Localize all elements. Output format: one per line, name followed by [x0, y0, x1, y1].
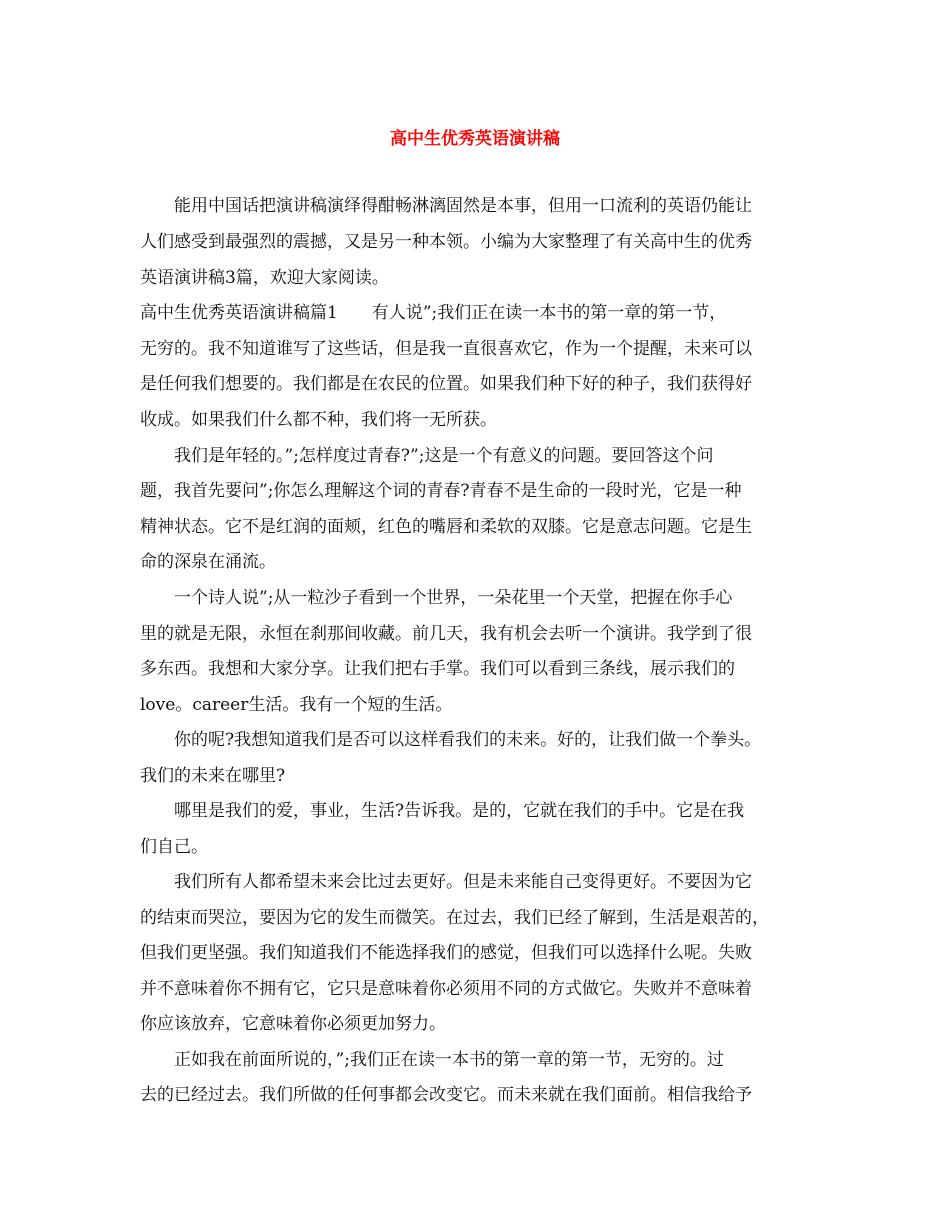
body-line: 多东西。我想和大家分享。让我们把右手掌。我们可以看到三条线，展示我们的 — [140, 659, 735, 679]
body-line: 正如我在前面所说的，”;我们正在读一本书的第一章的第一节，无穷的。过 — [140, 1050, 724, 1070]
body-line: 一个诗人说”;从一粒沙子看到一个世界，一朵花里一个天堂，把握在你手心 — [140, 588, 733, 608]
body-line: 我们所有人都希望未来会比过去更好。但是未来能自己变得更好。不要因为它 — [140, 872, 752, 892]
body-line: 精神状态。它不是红润的面颊，红色的嘴唇和柔软的双膝。它是意志问题。它是生 — [140, 517, 752, 537]
body-line: 你应该放弃，它意味着你必须更加努力。 — [140, 1014, 446, 1034]
body-line: 的结束而哭泣，要因为它的发生而微笑。在过去，我们已经了解到，生活是艰苦的， — [140, 908, 769, 928]
body-line: 人们感受到最强烈的震撼，又是另一种本领。小编为大家整理了有关高中生的优秀 — [140, 232, 752, 252]
body-line: 无穷的。我不知道谁写了这些话，但是我一直很喜欢它，作为一个提醒，未来可以 — [140, 339, 752, 359]
body-line: 去的已经过去。我们所做的任何事都会改变它。而未来就在我们面前。相信我给予 — [140, 1085, 752, 1105]
body-line: 但我们更坚强。我们知道我们不能选择我们的感觉，但我们可以选择什么呢。失败 — [140, 943, 752, 963]
body-line: 我们的未来在哪里? — [140, 766, 286, 786]
body-line: 你的呢?我想知道我们是否可以这样看我们的未来。好的，让我们做一个拳头。 — [140, 730, 762, 750]
body-line: love。career生活。我有一个短的生活。 — [140, 695, 453, 715]
body-line: 高中生优秀英语演讲稿篇1 有人说”;我们正在读一本书的第一章的第一节， — [140, 303, 727, 323]
body-line: 收成。如果我们什么都不种，我们将一无所获。 — [140, 410, 497, 430]
body-line: 我们是年轻的。”;怎样度过青春?”;这是一个有意义的问题。要回答这个问 — [140, 446, 714, 466]
body-line: 题，我首先要问”;你怎么理解这个词的青春?青春不是生命的一段时光，它是一种 — [140, 481, 742, 501]
page-title: 高中生优秀英语演讲稿 — [390, 129, 560, 149]
body-line: 并不意味着你不拥有它，它只是意味着你必须用不同的方式做它。失败并不意味着 — [140, 979, 752, 999]
body-line: 哪里是我们的爱，事业，生活?告诉我。是的，它就在我们的手中。它是在我 — [140, 801, 745, 821]
body-line: 们自己。 — [140, 837, 208, 857]
body-line: 英语演讲稿3篇，欢迎大家阅读。 — [140, 268, 389, 288]
body-line: 命的深泉在涌流。 — [140, 552, 276, 572]
body-line: 是任何我们想要的。我们都是在农民的位置。如果我们种下好的种子，我们获得好 — [140, 374, 752, 394]
body-line: 里的就是无限，永恒在刹那间收藏。前几天，我有机会去听一个演讲。我学到了很 — [140, 624, 752, 644]
body-line: 能用中国话把演讲稿演绎得酣畅淋漓固然是本事，但用一口流利的英语仍能让 — [140, 196, 752, 216]
